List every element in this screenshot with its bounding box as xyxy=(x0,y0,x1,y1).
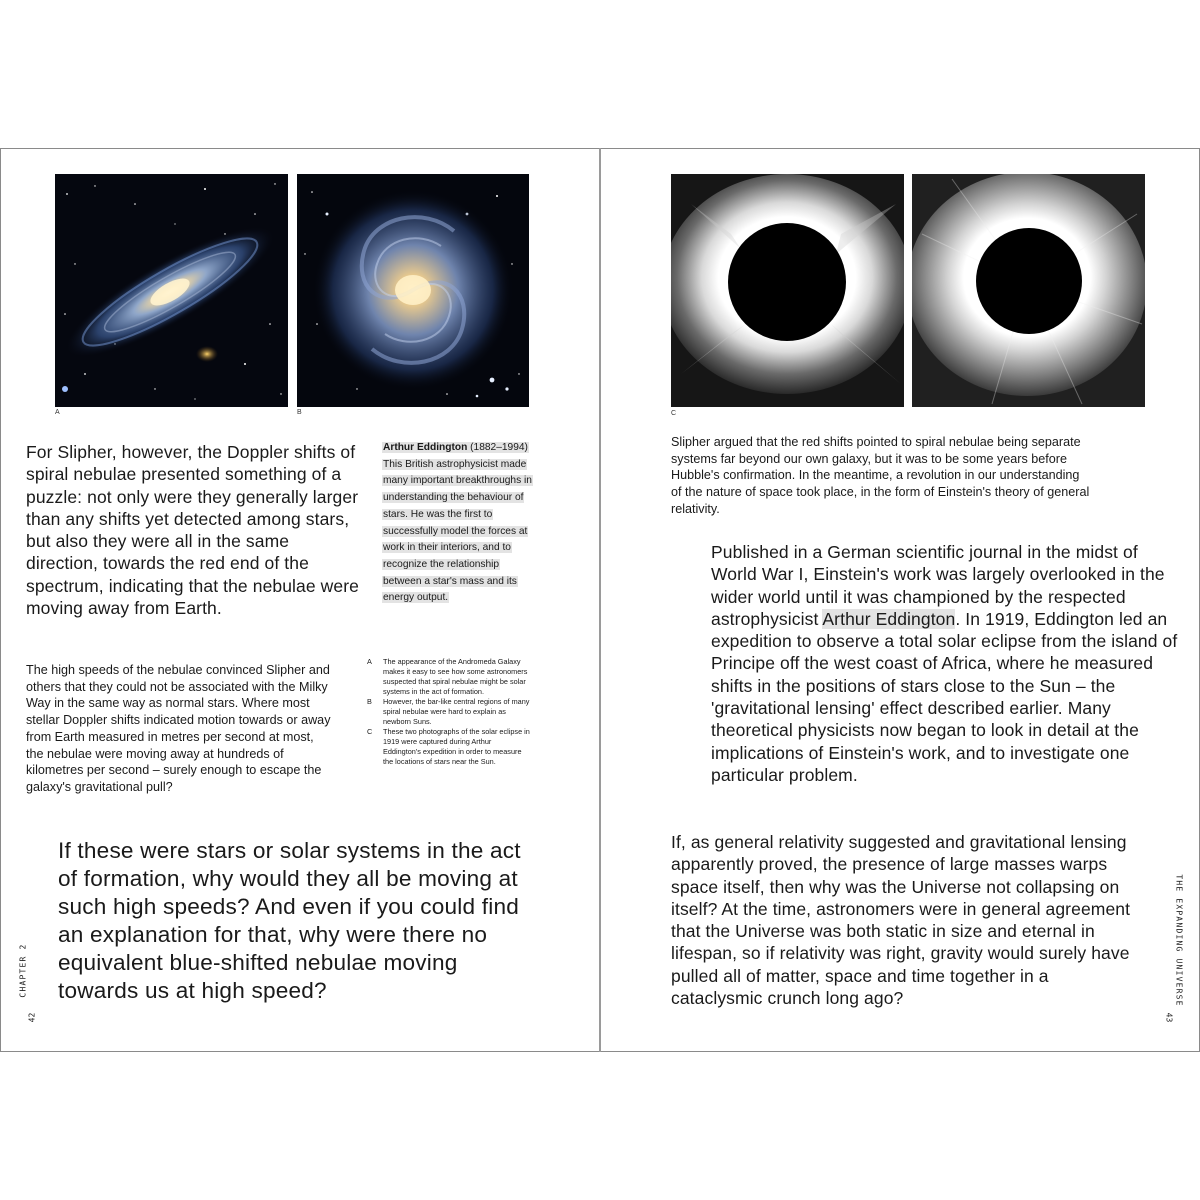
page-number-right: 43 xyxy=(1164,1012,1174,1023)
sidebar-name: Arthur Eddington xyxy=(383,442,468,453)
caption-letter: A xyxy=(367,657,372,666)
solar-eclipse-photo-2 xyxy=(912,174,1145,407)
indented-text-after: . In 1919, Eddington led an expedition to observe a total solar eclipse from the island of Principe off the west coast of Africa, where he measured shifts in the positions of stars close to the Sun – the 'gravitational lensing' effect described earlier. Many theoretical physicists now began to look in detail at the implications of Einstein's work, and to investigate one particular problem. xyxy=(711,608,1178,785)
caption-text: These two photographs of the solar eclipse in 1919 were captured during Arthur Eddington's expedition in order to measure the locations of stars near the Sun. xyxy=(383,727,530,766)
indented-paragraph xyxy=(711,541,1181,786)
sidebar-text: This British astrophysicist made many important breakthroughs in understanding the behaviour of stars. He was the first to successfully model the forces at work in their interiors, and to recognize the relationship between a star's mass and its energy output. xyxy=(383,458,532,604)
running-head-right: THE EXPANDING UNIVERSE xyxy=(1174,874,1184,1007)
caption-c xyxy=(367,727,531,767)
page-number-left: 42 xyxy=(27,1012,37,1023)
caption-letter: B xyxy=(367,697,372,706)
body-paragraph: The high speeds of the nebulae convinced Slipher and others that they could not be associated with the Milky Way in the same way as normal stars. Where most stellar Doppler shifts indicated motion towards or away from Earth measured in metres per second at most, the nebulae were moving away at hundreds of kilometres per second – surely enough to escape the galaxy's gravitational pull? xyxy=(26,663,331,794)
spiral-galaxy-photo xyxy=(297,174,529,407)
closing-paragraph: If, as general relativity suggested and gravitational lensing apparently proved, the presence of large masses warps space itself, then why was the Universe not collapsing on itself? At the time, astronomers were in general agreement that the Universe was both static in size and eternal in lifespan, so if relativity was right, gravity would surely have pulled all of matter, space and time together in a cataclysmic crunch long ago? xyxy=(671,832,1131,1009)
photo-label-b: B xyxy=(297,409,302,416)
caption-text: The appearance of the Andromeda Galaxy makes it easy to see how some astronomers suspected that spiral nebulae might be solar systems in the act of formation. xyxy=(383,657,528,696)
photo-label-a: A xyxy=(55,409,60,416)
intro-paragraph: Slipher argued that the red shifts pointed to spiral nebulae being separate systems far beyond our own galaxy, but it was to be some years before Hubble's confirmation. In the meantime, a revolution in our understanding of the nature of space took place, in the form of Einstein's theory of general relativity. xyxy=(671,435,1090,516)
eddington-highlight: Arthur Eddington xyxy=(822,608,956,629)
running-head-left: CHAPTER 2 xyxy=(18,943,28,998)
sidebar-dates: (1882–1994) xyxy=(467,442,528,453)
caption-text: However, the bar-like central regions of many spiral nebulae were hard to explain as newborn Suns. xyxy=(383,697,530,726)
book-gutter xyxy=(599,148,601,1052)
solar-eclipse-photo-1 xyxy=(671,174,904,407)
photo-label-c: C xyxy=(671,410,677,417)
caption-letter: C xyxy=(367,727,373,736)
caption-a xyxy=(367,657,531,697)
andromeda-galaxy-photo xyxy=(55,174,288,407)
page-edge-left xyxy=(0,148,1,1052)
pull-quote: If these were stars or solar systems in the act of formation, why would they all be moving at such high speeds? And even if you could find an explanation for that, why were there no equivalent blue-shifted nebulae moving towards us at high speed? xyxy=(58,838,521,1003)
photo-captions xyxy=(367,657,531,767)
lead-paragraph: For Slipher, however, the Doppler shifts of spiral nebulae presented something of a puzzle: not only were they generally larger than any shifts yet detected among stars, but also they were all in the same direction, towards the red end of the spectrum, indicating that the nebulae were moving away from Earth. xyxy=(26,442,360,619)
caption-b xyxy=(367,697,531,727)
sidebar-eddington xyxy=(382,440,532,607)
indented-text-before: Published in a German scientific journal in the midst of World War I, Einstein's work was largely overlooked in the wider world until it was championed by the respected astrophysicist xyxy=(711,542,1165,629)
